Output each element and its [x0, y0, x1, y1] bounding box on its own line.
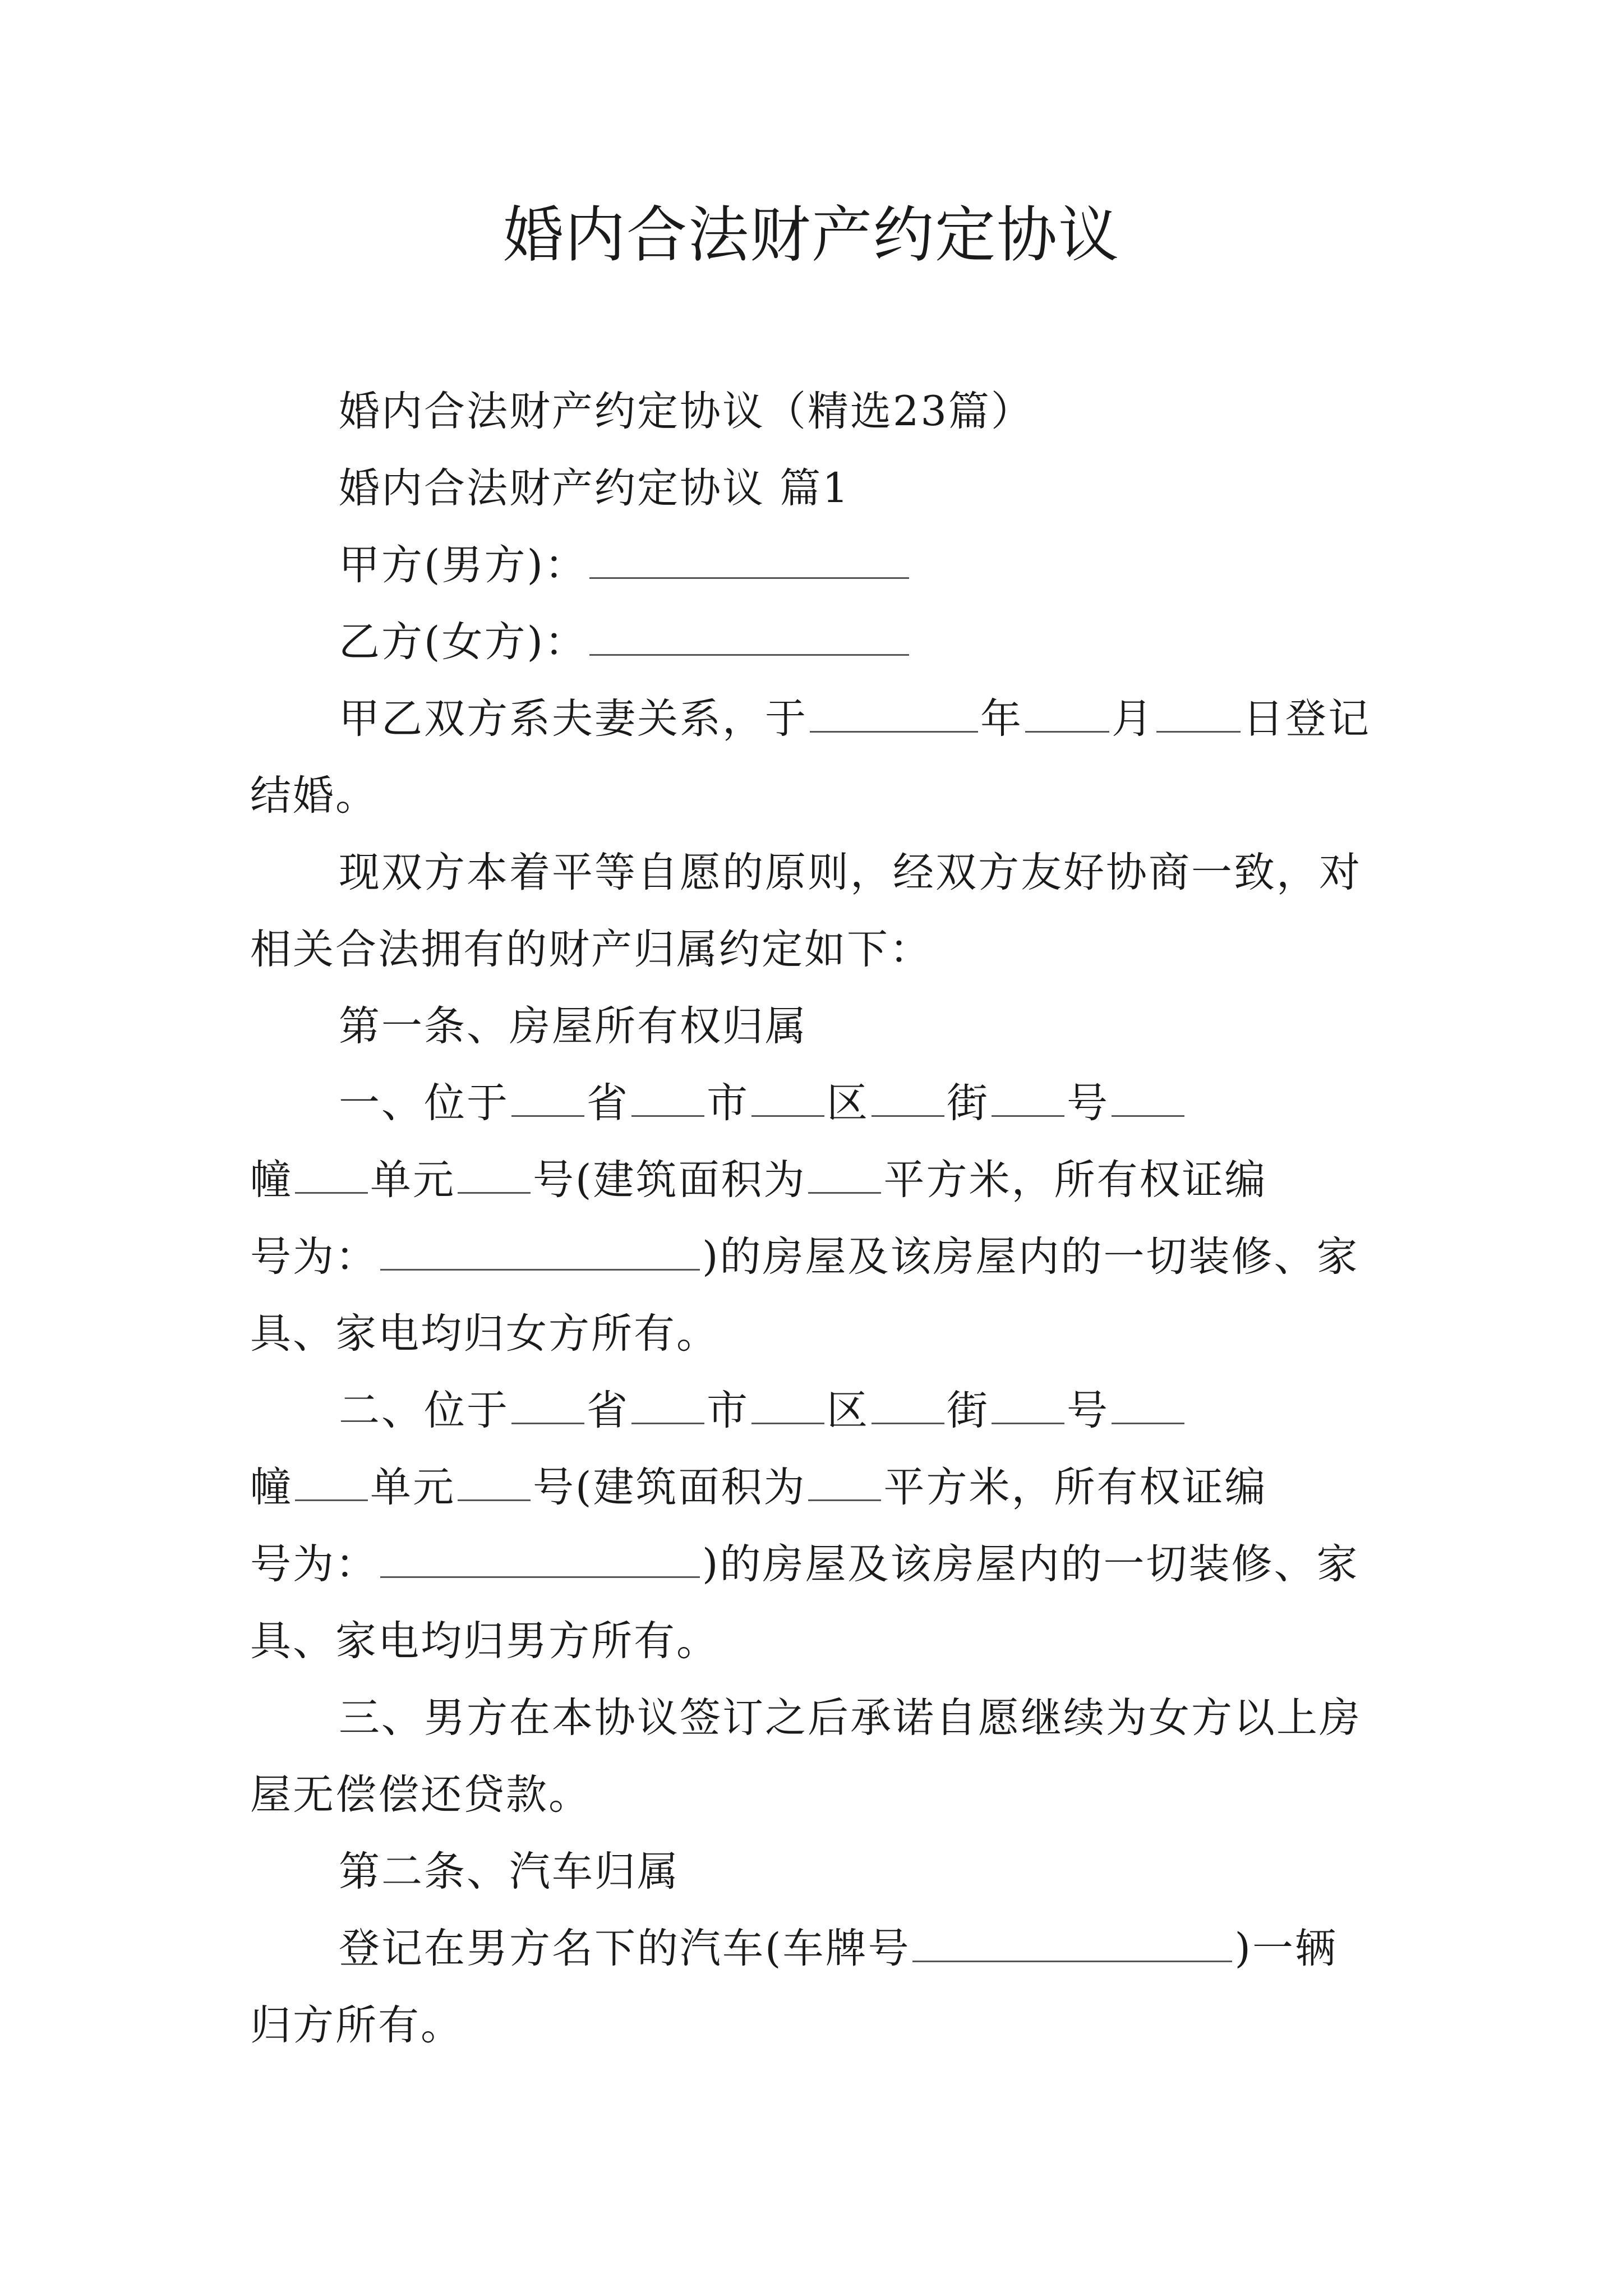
house1-building-blank	[1112, 1076, 1184, 1117]
article1-heading: 第一条、房屋所有权归属	[339, 1002, 808, 1050]
house1-area-suffix: 平方米，所有权证编	[883, 1156, 1267, 1204]
house1-room-blank	[458, 1153, 531, 1194]
section-heading: 婚内合法财产约定协议 篇1	[339, 464, 850, 512]
house2-building: 幢	[250, 1464, 293, 1511]
car-suffix: )一辆	[1234, 1925, 1338, 1972]
house2-cert-blank	[380, 1537, 700, 1578]
intro-line-2: 相关合法拥有的财产归属约定如下：	[250, 926, 932, 973]
marriage-month-blank	[1025, 692, 1109, 733]
house2-street-blank	[872, 1383, 944, 1424]
marriage-line	[250, 680, 1383, 757]
house2-district-blank	[751, 1383, 824, 1424]
house1-building: 幢	[250, 1156, 293, 1204]
party-b-line	[250, 604, 1383, 680]
party-b-label: 乙方(女方)：	[339, 618, 587, 666]
house2-area-prefix: 号(建筑面积为	[533, 1464, 806, 1511]
house1-unit-blank	[295, 1153, 368, 1194]
party-b-blank	[589, 615, 909, 656]
document-body	[250, 373, 1383, 2064]
house1-province-blank	[511, 1076, 584, 1117]
house1-line-4: 具、家电均归女方所有。	[250, 1310, 719, 1358]
loan-line-2: 屋无偿偿还贷款。	[250, 1771, 591, 1819]
house2-line-3	[250, 1526, 1383, 1603]
marriage-day-blank	[1156, 692, 1241, 733]
marriage-prefix: 甲乙双方系夫妻关系，于	[339, 695, 808, 743]
house1-area-prefix: 号(建筑面积为	[533, 1156, 806, 1204]
house1-street-blank	[872, 1076, 944, 1117]
house1-line-1	[250, 1065, 1383, 1142]
house2-building-blank	[1112, 1383, 1184, 1424]
house1-number-blank	[992, 1076, 1064, 1117]
car-line-2: 归方所有。	[250, 2001, 463, 2049]
car-line-1	[250, 1910, 1383, 1987]
house1-province: 省	[587, 1079, 629, 1127]
house2-district: 区	[827, 1387, 869, 1434]
house1-district-blank	[751, 1076, 824, 1117]
house1-unit: 单元	[370, 1156, 455, 1204]
article2-heading: 第二条、汽车归属	[339, 1848, 680, 1895]
document-title: 婚内合法财产约定协议	[502, 200, 1120, 270]
house2-line-4: 具、家电均归男方所有。	[250, 1617, 719, 1665]
house2-area-blank	[808, 1460, 881, 1501]
house2-number-blank	[992, 1383, 1064, 1424]
party-a-blank	[589, 538, 909, 579]
intro-line-1: 现双方本着平等自愿的原则，经双方友好协商一致，对	[339, 849, 1362, 896]
house2-cert-prefix: 号为：	[250, 1540, 378, 1588]
house1-prefix: 一、位于	[339, 1079, 509, 1127]
house2-number: 号	[1067, 1387, 1109, 1434]
marriage-day-suffix: 日登记	[1243, 695, 1371, 743]
house2-province-blank	[511, 1383, 584, 1424]
house1-line-2	[250, 1142, 1383, 1218]
marriage-month-label: 月	[1112, 695, 1154, 743]
house2-line-2	[250, 1449, 1383, 1526]
house2-unit: 单元	[370, 1464, 455, 1511]
house2-room-blank	[458, 1460, 531, 1501]
house1-number: 号	[1067, 1079, 1109, 1127]
marriage-year-label: 年	[980, 695, 1023, 743]
house2-unit-blank	[295, 1460, 368, 1501]
marriage-continuation: 结婚。	[250, 772, 378, 820]
house2-prefix: 二、位于	[339, 1387, 509, 1434]
car-plate-blank	[912, 1921, 1232, 1962]
house2-street: 街	[947, 1387, 989, 1434]
house1-city-blank	[631, 1076, 704, 1117]
party-a-line	[250, 527, 1383, 604]
house1-cert-prefix: 号为：	[250, 1233, 378, 1281]
party-a-label: 甲方(男方)：	[339, 541, 587, 589]
house2-line-1	[250, 1372, 1383, 1449]
marriage-year-blank	[810, 692, 978, 733]
house1-line-3	[250, 1218, 1383, 1295]
house1-cert-suffix: )的房屋及该房屋内的一切装修、家	[702, 1233, 1359, 1281]
house2-cert-suffix: )的房屋及该房屋内的一切装修、家	[702, 1540, 1359, 1588]
house2-city: 市	[707, 1387, 749, 1434]
document-subtitle: 婚内合法财产约定协议（精选23篇）	[339, 388, 1034, 435]
house1-district: 区	[827, 1079, 869, 1127]
house2-city-blank	[631, 1383, 704, 1424]
car-prefix: 登记在男方名下的汽车(车牌号	[339, 1925, 911, 1972]
house1-cert-blank	[380, 1230, 700, 1271]
house1-city: 市	[707, 1079, 749, 1127]
house2-province: 省	[587, 1387, 629, 1434]
house2-area-suffix: 平方米，所有权证编	[883, 1464, 1267, 1511]
house1-area-blank	[808, 1153, 881, 1194]
loan-line-1: 三、男方在本协议签订之后承诺自愿继续为女方以上房	[339, 1694, 1362, 1742]
house1-street: 街	[947, 1079, 989, 1127]
